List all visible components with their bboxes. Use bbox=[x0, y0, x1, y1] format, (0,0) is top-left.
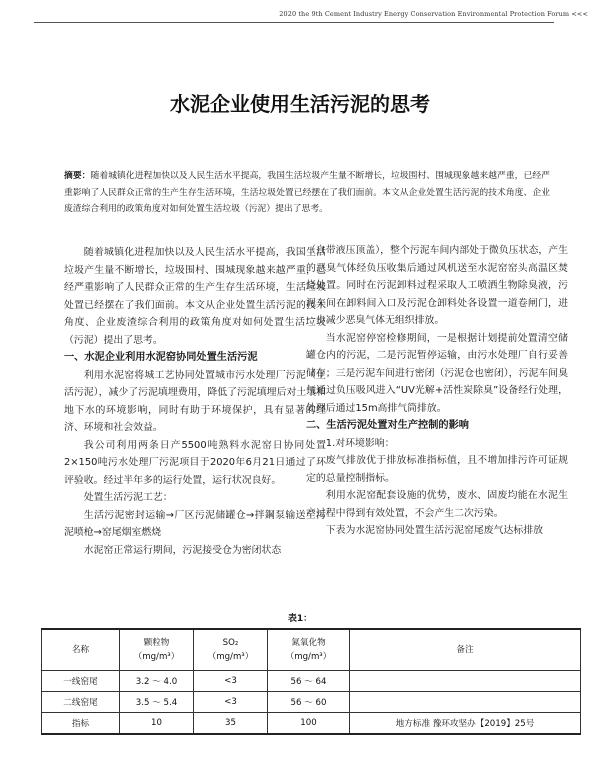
table-caption: 表1： bbox=[287, 614, 313, 624]
abstract-label: 摘要： bbox=[64, 171, 91, 181]
paragraph: 我公司利用两条日产5500吨熟料水泥窑日协同处置2×150吨污水处理厂污泥项目于2020年6月21日通过了环评验收。经过半年多的运行处置，运行状况良好。 bbox=[64, 439, 326, 486]
table-header-cell bbox=[42, 629, 120, 671]
paragraph: 利用水泥窑将城工艺协同处置城市污水处理厂污泥（生活污泥），减少了污泥填埋费用，降低了污泥填埋后对土壤和地下水的环境影响，同时有助于环境保护，具有显著的经济、环境和社会效益。 bbox=[64, 369, 326, 433]
paragraph: 1.对环境影响： bbox=[325, 437, 395, 449]
header-label: 备注 bbox=[456, 645, 474, 655]
right-column bbox=[306, 242, 568, 540]
running-header: 2020 the 9th Cement Industry Energy Conservation Environmental Protection Forum <<< bbox=[279, 10, 588, 18]
table-header-row bbox=[42, 629, 581, 671]
header-label: 氮氧化物 bbox=[291, 638, 326, 648]
section-heading: 二、生活污泥处置对生产控制的影响 bbox=[306, 420, 469, 431]
paragraph: 下表为水泥窑协同处置生活污泥窑尾废气达标排放 bbox=[325, 525, 544, 536]
paragraph: （自带液压顶盖），整个污泥车间内部处于微负压状态，产生的恶臭气体经负压收集后通过风机送至水泥窑窑头高温区焚烧处置。同时在污泥卸料过程采取人工喷洒生物除臭液，污泥车间在卸料间入口及污泥仓卸料处各设置一道卷闸门，进一步减少恶臭气体无组织排放。 bbox=[306, 245, 568, 326]
header-label: 名称 bbox=[71, 645, 90, 655]
table-cell: <3 bbox=[194, 692, 268, 713]
table-cell: 35 bbox=[194, 713, 268, 735]
table-cell: 56 ～ 64 bbox=[268, 671, 350, 692]
table-cell: 一线窑尾 bbox=[42, 671, 120, 692]
table-header-cell bbox=[350, 629, 581, 671]
header-unit: （mg/m³） bbox=[285, 652, 332, 662]
table-cell: 10 bbox=[120, 713, 194, 735]
table-row bbox=[42, 713, 581, 735]
paragraph: 利用水泥窑配套设施的优势，废水、固废均能在水泥生产过程中得到有效处置，不会产生二次污染。 bbox=[306, 490, 568, 519]
table-cell: 二线窑尾 bbox=[42, 692, 120, 713]
abstract bbox=[64, 168, 550, 218]
table-header-cell bbox=[268, 629, 350, 671]
header-unit: （mg/m³） bbox=[207, 652, 254, 662]
abstract-text: 随着城镇化进程加快以及人民生活水平提高，我国生活垃圾产生量不断增长，垃圾围村、围城现象越来越严重，已经严重影响了人民群众正常的生产生存生活环境，生活垃圾处置已经摆在了我们面前。本文从企业处置生活污泥的技术角度、企业废渣综合利用的政策角度对如何处置生活垃圾（污泥）提出了思考。 bbox=[64, 171, 550, 214]
paragraph: 当水泥窑停窑检修期间，一是根据计划提前处置清空储罐仓内的污泥，二是污泥暂停运输，由污水处理厂自行妥善储存；三是污泥车间进行密闭（污泥仓也密闭），污泥车间臭气通过负压吸风进入“UV光解+活性炭除臭”设备经行处理，处理后通过15m高排气筒排放。 bbox=[306, 332, 568, 414]
section-heading: 一、水泥企业利用水泥窑协同处置生活污泥 bbox=[64, 352, 258, 363]
left-column bbox=[64, 244, 326, 559]
table-cell bbox=[350, 671, 581, 692]
header-unit: （mg/m³） bbox=[133, 652, 180, 662]
table-cell: 3.2 ～ 4.0 bbox=[120, 671, 194, 692]
paragraph: 处置生活污泥工艺： bbox=[83, 492, 173, 503]
paragraph: 生活污泥密封运输→厂区污泥储罐仓→拌鋼泵输送至污泥喷枪→窑尾烟室燃烧 bbox=[64, 509, 326, 538]
table-cell bbox=[350, 692, 581, 713]
table-cell: <3 bbox=[194, 671, 268, 692]
emissions-table bbox=[41, 628, 581, 735]
paragraph: 随着城镇化进程加快以及人民生活水平提高，我国生活垃圾产生量不断增长，垃圾围村、围城现象越来越严重，已经严重影响了人民群众正常的生产生存生活环境，生活垃圾处置已经摆在了我们面前。本文从企业处置生活污泥的技术角度、企业废渣综合利用的政策角度对如何处置生活垃圾（污泥）提出了思考。 bbox=[64, 247, 326, 346]
page-title: 水泥企业使用生活污泥的思考 bbox=[170, 92, 430, 116]
header-label: SO₂ bbox=[222, 638, 239, 648]
table-cell: 56 ～ 60 bbox=[268, 692, 350, 713]
table-row bbox=[42, 692, 581, 713]
table-header-cell bbox=[120, 629, 194, 671]
paragraph: 废气排放优于排放标准指标值，且不增加排污许可证规定的总量控制指标。 bbox=[306, 455, 568, 484]
paragraph: 水泥窑正常运行期间，污泥接受仓为密闭状态 bbox=[83, 544, 282, 556]
header-label: 颗粒物 bbox=[143, 638, 170, 648]
table-cell: 地方标准 豫环攻坚办【2019】25号 bbox=[350, 713, 581, 735]
table-cell: 指标 bbox=[42, 713, 120, 735]
header-rule bbox=[34, 22, 554, 23]
table-row bbox=[42, 671, 581, 692]
table-header-cell bbox=[194, 629, 268, 671]
table-cell: 3.5 ～ 5.4 bbox=[120, 692, 194, 713]
table-cell: 100 bbox=[268, 713, 350, 735]
